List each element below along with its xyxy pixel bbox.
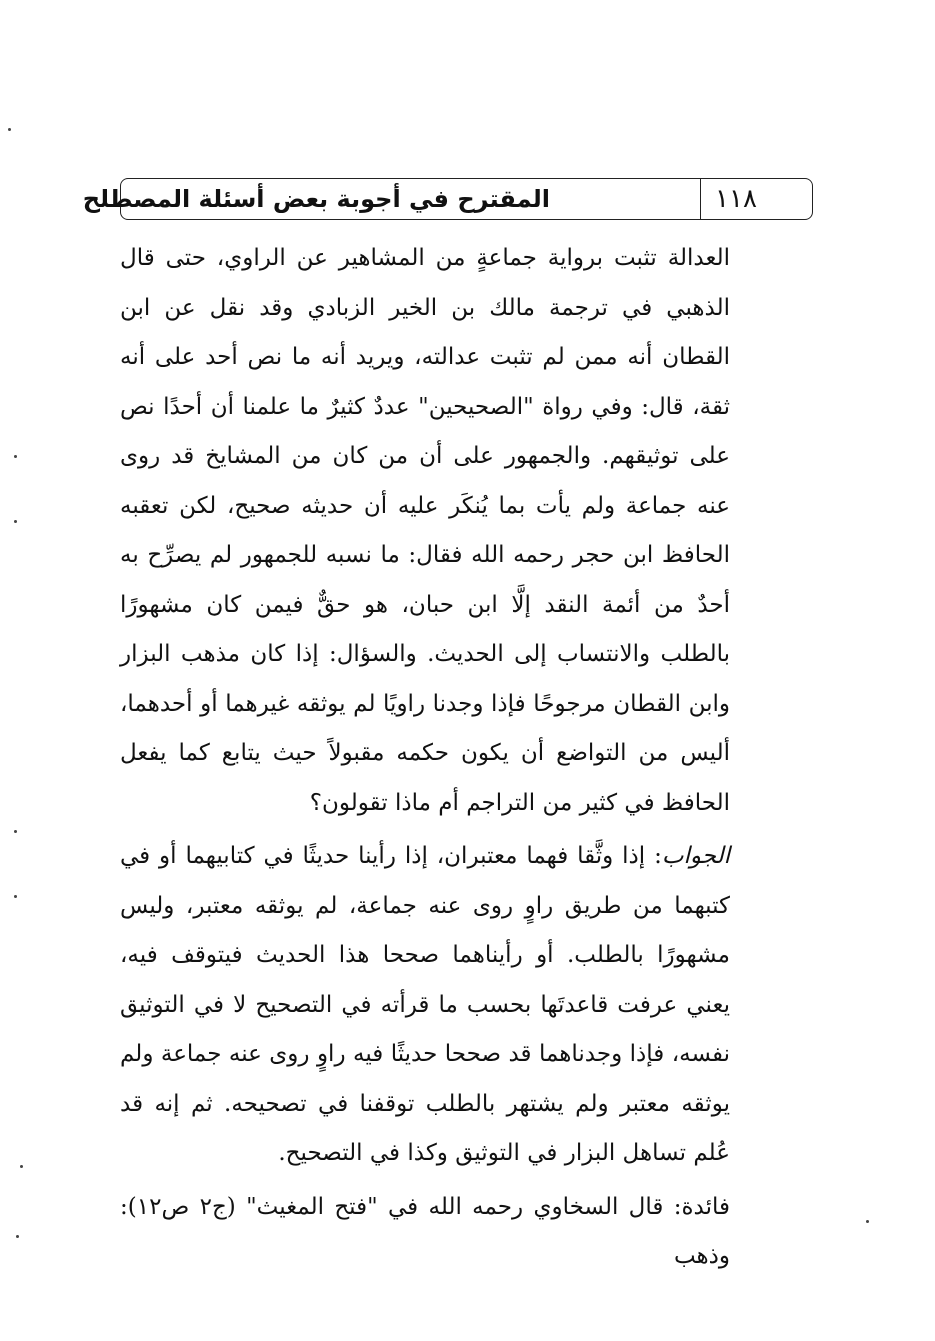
body-text <box>120 234 730 1282</box>
question-paragraph: العدالة تثبت برواية جماعةٍ من المشاهير عن الراوي، حتى قال الذهبي في ترجمة مالك بن الخير الزبادي وقد نقل عن ابن القطان أنه ممن لم تثبت عدالته، ويريد أنه ما نص أحد على أنه ثقة، قال: وفي رواة "الصحيحين" عددٌ كثيرٌ ما علمنا أن أحدًا نص على توثيقهم. والجمهور على أن من كان من المشايخ قد روى عنه جماعة ولم يأت بما يُنكَر عليه أن حديثه صحيح، لكن تعقبه الحافظ ابن حجر رحمه الله فقال: ما نسبه للجمهور لم يصرِّح به أحدٌ من أئمة النقد إلَّا ابن حبان، هو حقٌّ فيمن كان مشهورًا بالطلب والانتساب إلى الحديث. والسؤال: إذا كان مذهب البزار وابن القطان مرجوحًا فإذا وجدنا راويًا لم يوثقه غيرهما أو أحدهما، أليس من التواضع أن يكون حكمه مقبولاً حيث يتابع كما يفعل الحافظ في كثير من التراجم أم ماذا تقولون؟ <box>120 245 730 816</box>
scan-speck <box>866 1220 869 1223</box>
running-header-title: المقترح في أجوبة بعض أسئلة المصطلح <box>82 185 550 213</box>
note-paragraph: فائدة: قال السخاوي رحمه الله في "فتح المغيث" (ج٢ ص١٢): وذهب <box>120 1193 730 1269</box>
page-number: ١١٨ <box>715 184 757 214</box>
scan-speck <box>8 128 11 131</box>
scan-speck <box>16 1235 19 1238</box>
scan-speck <box>14 830 17 833</box>
answer-label: الجواب <box>661 843 730 869</box>
scan-speck <box>14 520 17 523</box>
answer-text: : إذا وثَّقا فهما معتبران، إذا رأينا حديثًا في كتابيهما أو في كتبهما من طريق راوٍ روى عنه جماعة، لم يوثقه معتبر، وليس مشهورًا بالطلب. أو رأيناهما صححا هذا الحديث فيتوقف فيه، يعني عرفت قاعدتَها بحسب ما قرأته في التصحيح لا في التوثيق نفسه، فإذا وجدناهما قد صححا حديثًا فيه راوٍ روى عنه جماعة ولم يوثقه معتبر ولم يشتهر بالطلب توقفنا في تصحيحه. ثم إنه قد عُلم تساهل البزار في التوثيق وكذا في التصحيح. <box>120 843 730 1166</box>
scan-speck <box>14 455 17 458</box>
answer-paragraph <box>120 832 730 1179</box>
scan-speck <box>14 895 17 898</box>
header-divider <box>700 178 701 220</box>
scan-speck <box>20 1165 23 1168</box>
